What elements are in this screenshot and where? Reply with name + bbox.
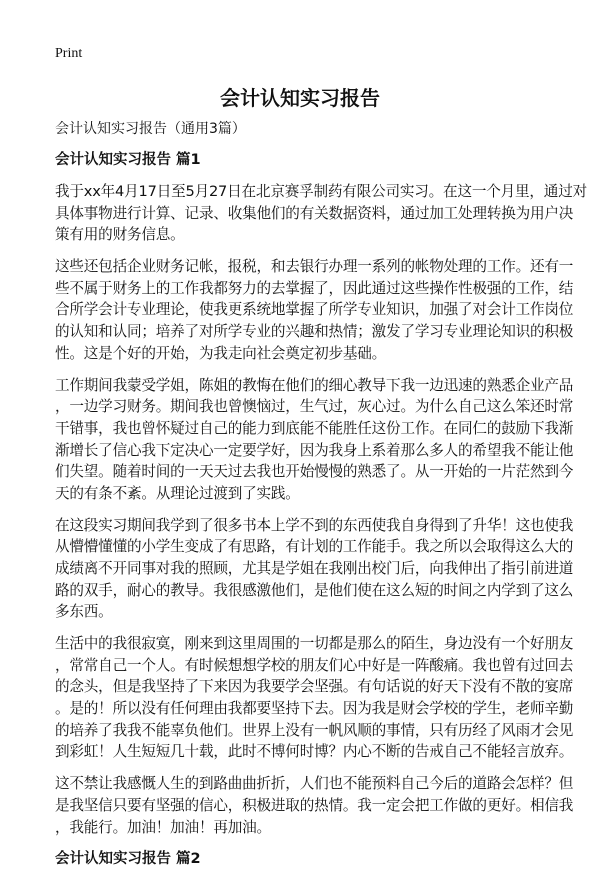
document-subtitle: 会计认知实习报告（通用3篇） bbox=[55, 121, 246, 137]
paragraph-line: 生活中的我很寂寞，刚来到这里周围的一切都是那么的陌生，身边没有一个好朋友 bbox=[55, 635, 574, 653]
paragraph-line: 这不禁让我感慨人生的到路曲曲折折，人们也不能预料自己今后的道路会怎样？但 bbox=[55, 775, 574, 793]
paragraph bbox=[55, 515, 574, 623]
paragraph-line: 渐增长了信心我下定决心一定要学好，因为我身上系着那么多人的希望我不能让他 bbox=[55, 441, 574, 459]
paragraph-line: 们失望。随着时间的一天天过去我也开始慢慢的熟悉了。从一开始的一片茫然到今 bbox=[55, 463, 574, 481]
paragraph bbox=[55, 256, 574, 364]
paragraph bbox=[55, 375, 574, 505]
paragraph-line: 的认知和认同；培养了对所学专业的兴趣和热情；激发了学习专业理论知识的积极 bbox=[55, 323, 574, 341]
paragraph-line: 成绩离不开同事对我的照顾，尤其是学姐在我刚出校门后，向我伸出了指引前进道 bbox=[55, 560, 574, 577]
section-heading: 会计认知实习报告 篇2 bbox=[55, 850, 201, 867]
paragraph-line: 的念头，但是我坚持了下来因为我要学会坚强。有句话说的好天下没有不散的宴席 bbox=[55, 678, 574, 696]
paragraph-line: 到彩虹！人生短短几十载，此时不博何时博？内心不断的告戒自己不能轻言放弃。 bbox=[55, 743, 574, 761]
paragraph-line: 多东西。 bbox=[55, 603, 113, 621]
paragraph-line: 些不属于财务上的工作我都努力的去掌握了，因此通过这些操作性极强的工作，结 bbox=[55, 279, 574, 297]
paragraph-line: 是我坚信只要有坚强的信心，积极进取的热情。我一定会把工作做的更好。相信我 bbox=[55, 796, 574, 814]
paragraph-line: 路的双手，耐心的教导。我很感激他们，是他们使在这么短的时间之内学到了这么 bbox=[55, 581, 574, 599]
paragraph-line: 干错事，我也曾怀疑过自己的能力到底能不能胜任这份工作。在同仁的鼓励下我渐 bbox=[55, 419, 574, 437]
section-heading: 会计认知实习报告 篇1 bbox=[55, 152, 201, 168]
paragraph-line: 的培养了我我不能辜负他们。世界上没有一帆风顺的事情，只有历经了风雨才会见 bbox=[55, 721, 574, 739]
paragraph-line: ，一边学习财务。期间我也曾懊恼过，生气过，灰心过。为什么自己这么笨还时常 bbox=[55, 398, 574, 416]
document-body bbox=[55, 150, 587, 880]
paragraph-line: 这些还包括企业财务记帐，报税，和去银行办理一系列的帐物处理的工作。还有一 bbox=[55, 258, 574, 276]
paragraph-line: 我于xx年4月17日至5月27日在北京赛孚制药有限公司实习。在这一个月里，通过对 bbox=[55, 183, 587, 200]
paragraph-line: ，常常自己一个人。有时候想想学校的朋友们心中好是一阵酸痛。我也曾有过回去 bbox=[55, 656, 574, 674]
paragraph bbox=[55, 633, 574, 763]
paragraph-line: 性。这是个好的开始，为我走向社会奠定初步基础。 bbox=[55, 344, 387, 362]
paragraph-line: 工作期间我蒙受学姐，陈姐的教悔在他们的细心教导下我一边迅速的熟悉企业产品 bbox=[55, 376, 574, 394]
page-title: 会计认知实习报告 bbox=[220, 86, 380, 110]
paragraph bbox=[55, 773, 574, 838]
paragraph-line: 具体事物进行计算、记录、收集他们的有关数据资料，通过加工处理转换为用户决 bbox=[55, 204, 574, 222]
paragraph-line: 策有用的财务信息。 bbox=[55, 226, 185, 244]
paragraph-line: 合所学会计专业理论，使我更系统地掌握了所学专业知识，加强了对会计工作岗位 bbox=[55, 301, 574, 319]
paragraph-line: 从懵懵懂懂的小学生变成了有思路，有计划的工作能手。我之所以会取得这么大的 bbox=[55, 538, 574, 556]
paragraph-line: 天的有条不紊。从理论过渡到了实践。 bbox=[55, 484, 300, 502]
paragraph-line: 。是的！所以没有任何理由我都要坚持下去。因为我是财会学校的学生，老师辛勤 bbox=[55, 700, 574, 718]
paragraph-line: ，我能行。加油！加油！再加油。 bbox=[55, 818, 271, 836]
paragraph-line: 在这段实习期间我学到了很多书本上学不到的东西使我自身得到了升华！这也使我 bbox=[55, 516, 574, 534]
print-link[interactable]: Print bbox=[55, 46, 83, 61]
paragraph bbox=[55, 181, 587, 246]
